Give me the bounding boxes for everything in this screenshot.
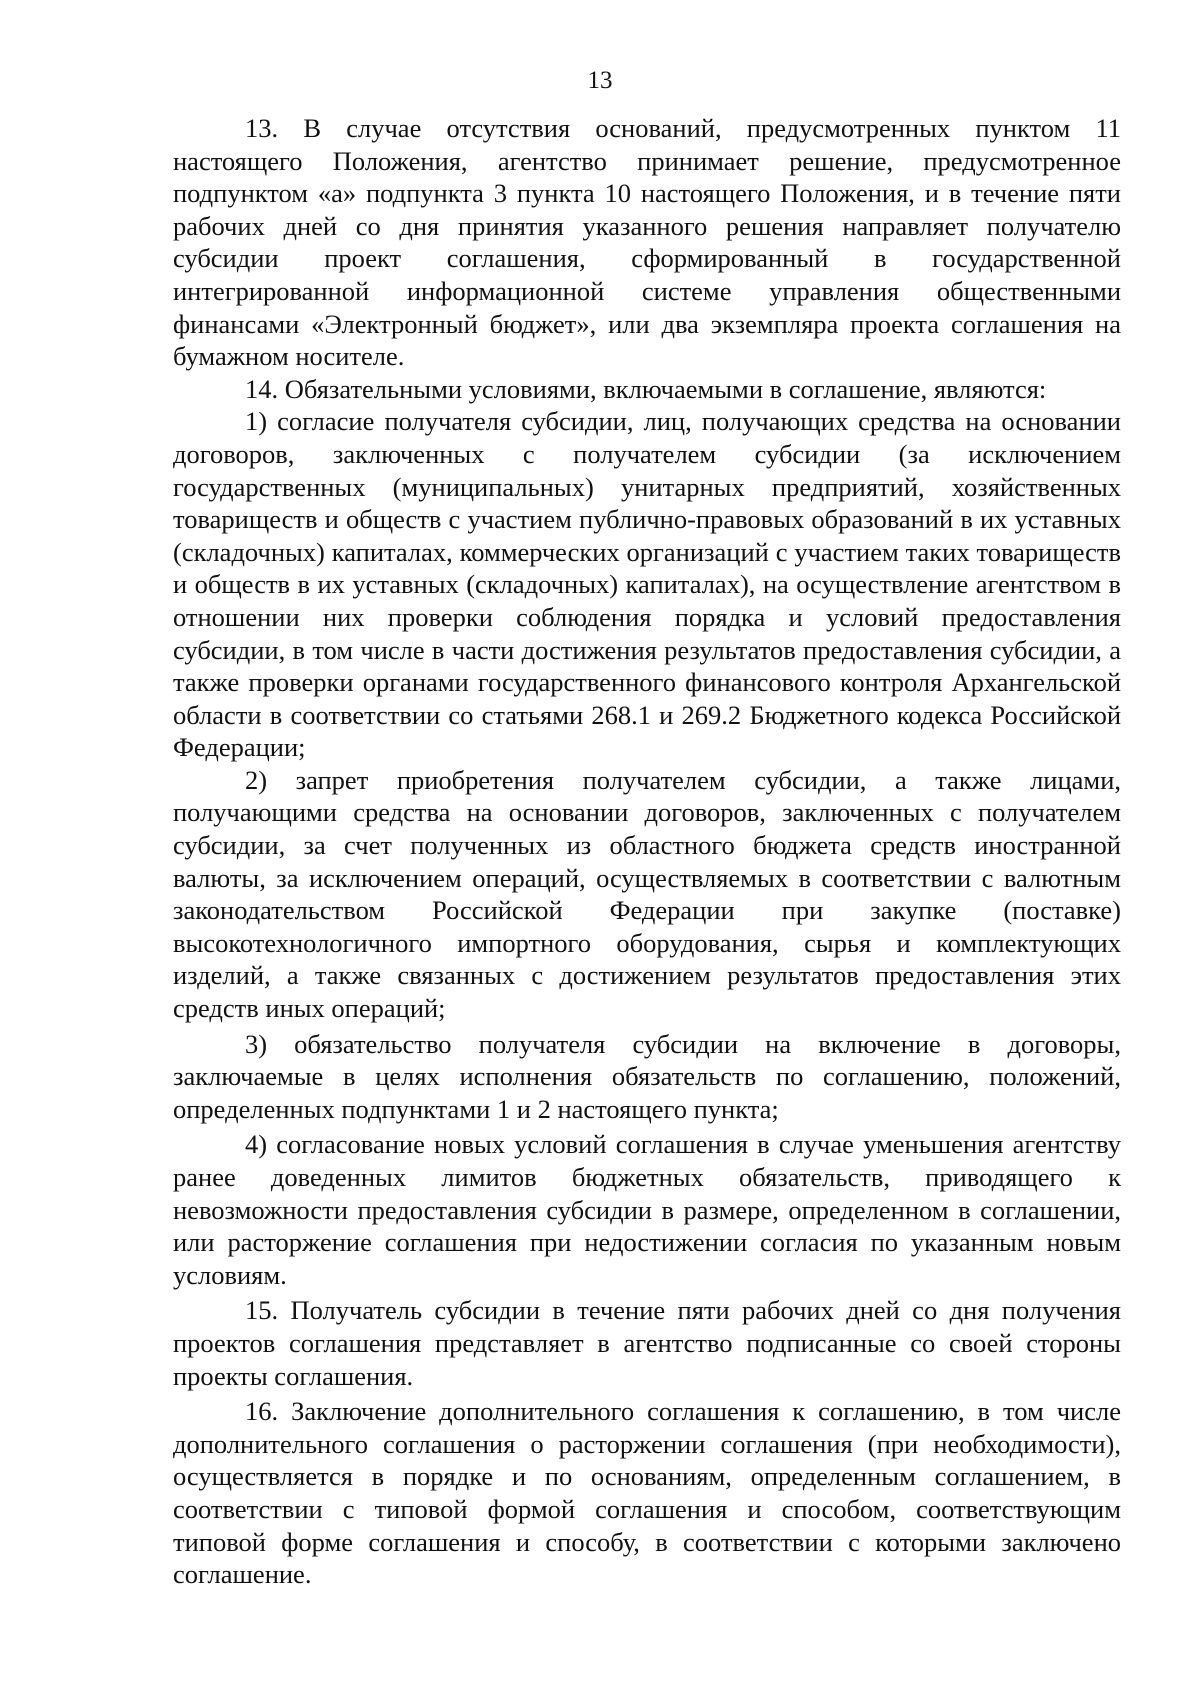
paragraph-14-item-4: 4) согласование новых условий соглашения в случае уменьшения агентству ранее доведенных лимитов бюджетных обязательств, приводящего к невозможности предоставления субсидии в размере, определенном в соглашении, или расторжение соглашения при недостижении согласия по указанным новым условиям. — [173, 1129, 1121, 1290]
paragraph-16: 16. Заключение дополнительного соглашения к соглашению, в том числе дополнительного соглашения о расторжении соглашения (при необходимости), осуществляется в порядке и по основаниям, определенным соглашением, в соответствии с типовой формой соглашения и способом, соответствующим типовой форме соглашения и способу, в соответствии с которыми заключено соглашение. — [173, 1396, 1121, 1590]
paragraph-13: 13. В случае отсутствия оснований, предусмотренных пунктом 11 настоящего Положения, агентство принимает решение, предусмотренное подпунктом «а» подпункта 3 пункта 10 настоящего Положения, и в течение пяти рабочих дней со дня принятия указанного решения направляет получателю субсидии проект соглашения, сформированный в государственной интегрированной информационной системе управления общественными финансами «Электронный бюджет», или два экземпляра проекта соглашения на бумажном носителе. — [173, 113, 1121, 372]
paragraph-14: 14. Обязательными условиями, включаемыми в соглашение, являются: — [245, 373, 1047, 404]
page-number: 13 — [587, 67, 613, 94]
paragraph-15: 15. Получатель субсидии в течение пяти рабочих дней со дня получения проектов соглашения представляет в агентство подписанные со своей стороны проекты соглашения. — [173, 1295, 1121, 1391]
paragraph-14-item-2: 2) запрет приобретения получателем субсидии, а также лицами, получающими средства на основании договоров, заключенных с получателем субсидии, за счет полученных из областного бюджета средств иностранной валюты, за исключением операций, осуществляемых в соответствии с валютным законодательством Российской Федерации при закупке (поставке) высокотехнологичного импортного оборудования, сырья и комплектующих изделий, а также связанных с достижением результатов предоставления этих средств иных операций; — [173, 764, 1121, 1024]
document-body — [173, 112, 1121, 1591]
paragraph-14-item-1: 1) согласие получателя субсидии, лиц, получающих средства на основании договоров, заключенных с получателем субсидии (за исключением государственных (муниципальных) унитарных предприятий, хозяйственных товариществ и обществ с участием публично-правовых образований в их уставных (складочных) капиталах, коммерческих организаций с участием таких товариществ и обществ в их уставных (складочных) капиталах), на осуществление агентством в отношении них проверки соблюдения порядка и условий предоставления субсидии, в том числе в части достижения результатов предоставления субсидии, а также проверки органами государственного финансового контроля Архангельской области в соответствии со статьями 268.1 и 269.2 Бюджетного кодекса Российской Федерации; — [173, 406, 1121, 763]
paragraph-14-item-3: 3) обязательство получателя субсидии на включение в договоры, заключаемые в целях исполнения обязательств по соглашению, положений, определенных подпунктами 1 и 2 настоящего пункта; — [173, 1028, 1121, 1124]
